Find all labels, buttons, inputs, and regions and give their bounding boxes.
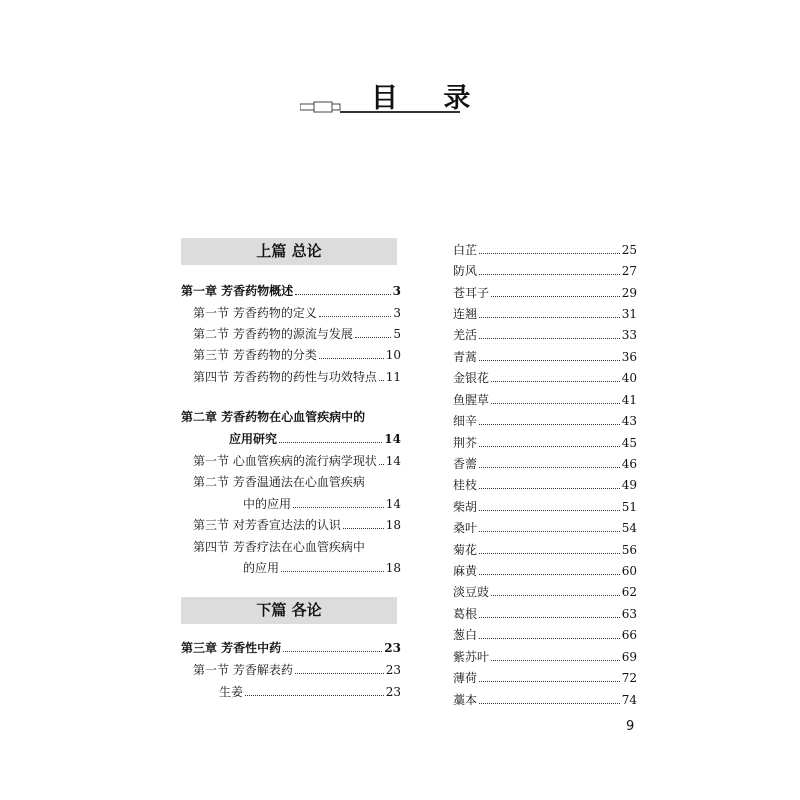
toc-label: 藁本 (453, 693, 478, 707)
toc-label: 桂枝 (453, 478, 478, 492)
toc-page: 45 (621, 436, 637, 450)
toc-page: 3 (392, 284, 401, 298)
leader-dots (283, 651, 382, 652)
leader-dots (479, 424, 620, 425)
toc-label: 中的应用 (243, 497, 292, 511)
leader-dots (479, 681, 620, 682)
toc-page: 18 (385, 518, 401, 532)
toc-page: 66 (621, 628, 637, 642)
toc-entry-ch1-s1[interactable] (193, 305, 401, 321)
toc-entry-herb[interactable] (453, 584, 637, 600)
toc-entry-herb[interactable] (453, 456, 637, 472)
toc-entry-herb[interactable] (453, 306, 637, 322)
leader-dots (295, 294, 390, 295)
toc-label: 麻黄 (453, 564, 478, 578)
toc-entry-herb[interactable] (453, 349, 637, 365)
toc-page: 46 (621, 457, 637, 471)
toc-page: 31 (621, 307, 637, 321)
toc-page: 63 (621, 607, 637, 621)
toc-page: 23 (385, 685, 401, 699)
toc-entry-herb-shengjiang[interactable] (219, 684, 401, 700)
leader-dots (379, 380, 384, 381)
toc-label: 鱼腥草 (453, 393, 490, 407)
toc-entry-ch3[interactable] (181, 640, 401, 656)
toc-page: 69 (621, 650, 637, 664)
page-number: 9 (626, 719, 635, 734)
leader-dots (479, 617, 620, 618)
toc-label: 青蒿 (453, 350, 478, 364)
toc-label: 第三节 对芳香宣达法的认识 (193, 518, 341, 532)
leader-dots (479, 274, 620, 275)
toc-label: 细辛 (453, 414, 478, 428)
toc-label: 苍耳子 (453, 286, 490, 300)
toc-entry-herb[interactable] (453, 542, 637, 558)
toc-label: 第一节 芳香解表药 (193, 663, 293, 677)
toc-label: 第一节 芳香药物的定义 (193, 306, 317, 320)
toc-entry-ch1-s4[interactable] (193, 369, 401, 385)
toc-entry-herb[interactable] (453, 499, 637, 515)
leader-dots (279, 442, 382, 443)
leader-dots (479, 467, 620, 468)
toc-page: 54 (621, 521, 637, 535)
toc-label: 荆芥 (453, 436, 478, 450)
leader-dots (479, 360, 620, 361)
toc-label: 柴胡 (453, 500, 478, 514)
toc-page: 40 (621, 371, 637, 385)
toc-label-ch2-line1[interactable]: 第二章 芳香药物在心血管疾病中的 (181, 410, 366, 424)
leader-dots (479, 317, 620, 318)
toc-label: 金银花 (453, 371, 490, 385)
toc-entry-herb[interactable] (453, 627, 637, 643)
toc-entry-herb[interactable] (453, 563, 637, 579)
toc-label: 白芷 (453, 243, 478, 257)
toc-page: 14 (384, 432, 401, 446)
toc-label-ch2-s4-line1[interactable]: 第四节 芳香疗法在心血管疾病中 (193, 540, 365, 554)
toc-page: 56 (621, 543, 637, 557)
leader-dots (319, 358, 384, 359)
leader-dots (355, 337, 392, 338)
toc-entry-herb[interactable] (453, 392, 637, 408)
toc-label: 紫苏叶 (453, 650, 490, 664)
leader-dots (479, 510, 620, 511)
toc-entry-ch2-s3[interactable] (193, 517, 401, 533)
toc-page: 41 (621, 393, 637, 407)
toc-page: 10 (385, 348, 401, 362)
toc-entry-ch1-s3[interactable] (193, 347, 401, 363)
page-title: 目 录 (371, 83, 489, 114)
leader-dots (479, 553, 620, 554)
leader-dots (491, 660, 620, 661)
leader-dots (379, 464, 384, 465)
toc-page: 62 (621, 585, 637, 599)
toc-label: 连翘 (453, 307, 478, 321)
toc-entry-herb[interactable] (453, 370, 637, 386)
toc-label: 菊花 (453, 543, 478, 557)
leader-dots (479, 638, 620, 639)
leader-dots (491, 381, 620, 382)
toc-page: 14 (385, 454, 401, 468)
toc-entry-ch2-s2[interactable] (243, 496, 401, 512)
leader-dots (343, 528, 384, 529)
toc-entry-ch1[interactable] (181, 283, 401, 299)
toc-label: 生姜 (219, 685, 244, 699)
toc-page: 51 (621, 500, 637, 514)
toc-page: 36 (621, 350, 637, 364)
leader-dots (281, 571, 384, 572)
part2-header: 下篇 各论 (181, 597, 397, 624)
toc-page: 18 (385, 561, 401, 575)
toc-label: 第一节 心血管疾病的流行病学现状 (193, 454, 377, 468)
toc-page: 23 (384, 641, 401, 655)
toc-page: 25 (621, 243, 637, 257)
toc-page: 29 (621, 286, 637, 300)
leader-dots (319, 316, 392, 317)
toc-label: 香薷 (453, 457, 478, 471)
leader-dots (295, 673, 384, 674)
toc-page: 5 (393, 327, 401, 341)
toc-label: 桑叶 (453, 521, 478, 535)
toc-label: 防风 (453, 264, 478, 278)
leader-dots (245, 695, 384, 696)
toc-label: 第三章 芳香性中药 (181, 641, 282, 655)
toc-page: 11 (385, 370, 401, 384)
toc-label-ch2-s2-line1[interactable]: 第二节 芳香温通法在心血管疾病 (193, 475, 365, 489)
toc-entry-herb[interactable] (453, 477, 637, 493)
toc-entry-herb[interactable] (453, 649, 637, 665)
toc-label: 第二节 芳香药物的源流与发展 (193, 327, 353, 341)
toc-page: 14 (385, 497, 401, 511)
leader-dots (479, 446, 620, 447)
toc-entry-herb[interactable] (453, 285, 637, 301)
toc-page: 72 (621, 671, 637, 685)
toc-entry-herb[interactable] (453, 520, 637, 536)
toc-entry-herb[interactable] (453, 413, 637, 429)
toc-page: 43 (621, 414, 637, 428)
leader-dots (479, 574, 620, 575)
toc-page: 74 (621, 693, 637, 707)
leader-dots (479, 488, 620, 489)
toc-page: 3 (393, 306, 401, 320)
leader-dots (491, 403, 620, 404)
toc-page: 23 (385, 663, 401, 677)
leader-dots (479, 703, 620, 704)
toc-page: 49 (621, 478, 637, 492)
toc-entry-ch2-s1[interactable] (193, 453, 401, 469)
toc-label: 的应用 (243, 561, 280, 575)
toc-entry-herb[interactable] (453, 435, 637, 451)
toc-label: 薄荷 (453, 671, 478, 685)
toc-page: 33 (621, 328, 637, 342)
toc-entry-herb[interactable] (453, 692, 637, 708)
toc-label: 第四节 芳香药物的药性与功效特点 (193, 370, 377, 384)
leader-dots (479, 531, 620, 532)
toc-label: 葱白 (453, 628, 478, 642)
toc-entry-ch3-s1[interactable] (193, 662, 401, 678)
toc-entry-ch2[interactable] (229, 431, 401, 447)
toc-label: 淡豆豉 (453, 585, 490, 599)
toc-label: 葛根 (453, 607, 478, 621)
toc-label: 应用研究 (229, 432, 278, 446)
toc-entry-herb[interactable] (453, 606, 637, 622)
toc-label: 第三节 芳香药物的分类 (193, 348, 317, 362)
toc-entry-herb[interactable] (453, 263, 637, 279)
title-decoration-icon (300, 98, 460, 118)
toc-label: 第一章 芳香药物概述 (181, 284, 294, 298)
toc-entry-herb[interactable] (453, 327, 637, 343)
part1-header: 上篇 总论 (181, 238, 397, 265)
leader-dots (479, 338, 620, 339)
toc-page: 27 (621, 264, 637, 278)
leader-dots (479, 253, 620, 254)
toc-entry-ch2-s4[interactable] (243, 560, 401, 576)
toc-entry-herb[interactable] (453, 670, 637, 686)
leader-dots (293, 507, 384, 508)
toc-page: 60 (621, 564, 637, 578)
leader-dots (491, 296, 620, 297)
toc-entry-herb[interactable] (453, 242, 637, 258)
toc-entry-ch1-s2[interactable] (193, 326, 401, 342)
leader-dots (491, 595, 620, 596)
toc-label: 羌活 (453, 328, 478, 342)
